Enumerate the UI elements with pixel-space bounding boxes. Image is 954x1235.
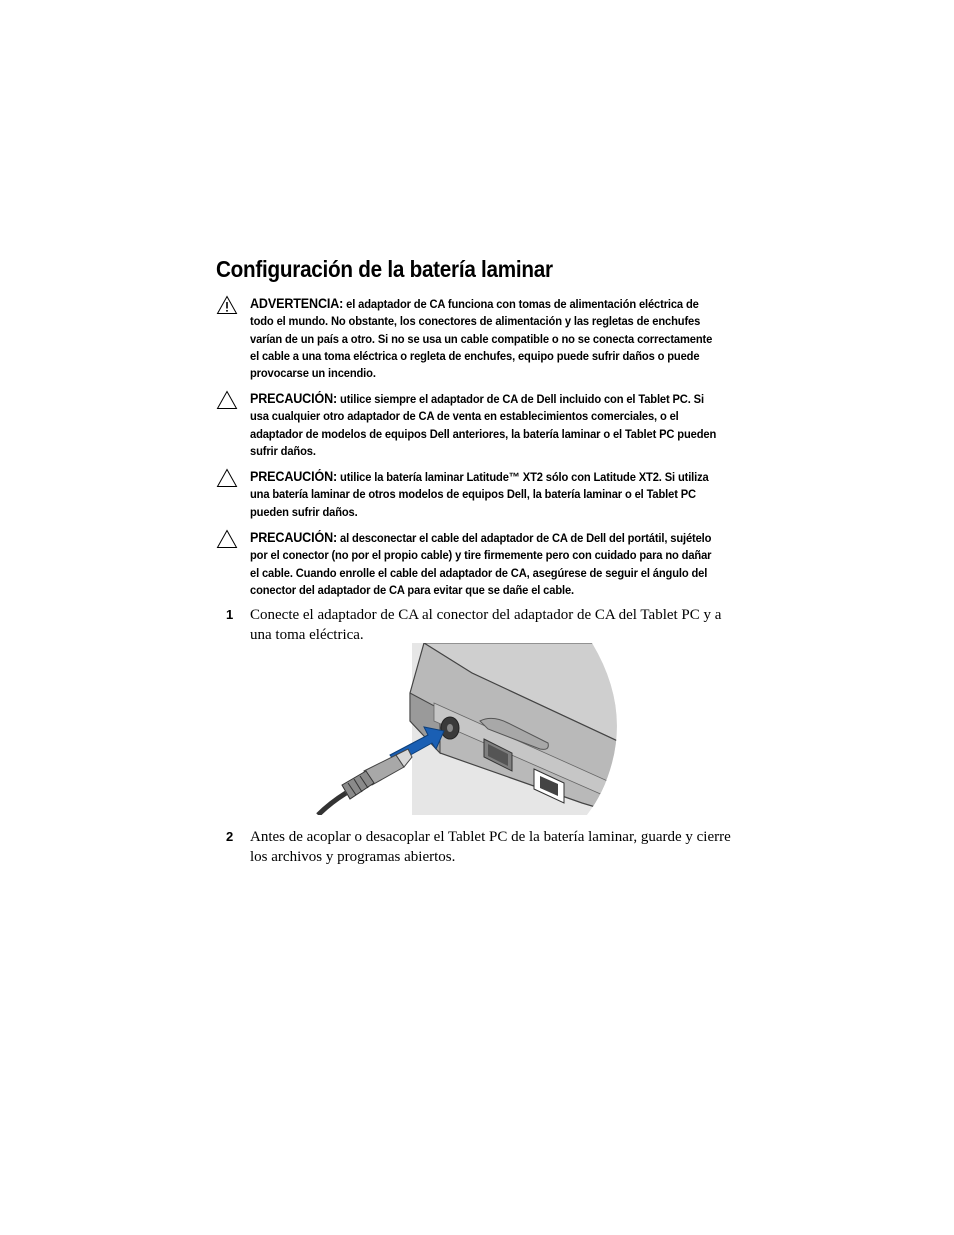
page-title: Configuración de la batería laminar [216,256,553,282]
caution-triangle-icon [216,529,238,549]
notice-text: utilice siempre el adaptador de CA de Dell incluido con el Tablet PC. Si usa cualquier otro adaptador de CA de venta en establecimientos comerciales, o el adaptador de modelos de equipos Dell anteriores, la batería laminar o el Tablet PC pueden sufrir daños. [250,392,717,458]
caution-triangle-icon [216,468,238,488]
step-number: 1 [226,607,234,622]
notice-text: utilice la batería laminar Latitude™ XT2 sólo con Latitude XT2. Si utiliza una batería laminar de otros modelos de equipos Dell, la batería laminar o el Tablet PC pueden sufrir daños. [250,470,709,519]
notice-label: ADVERTENCIA: [250,296,344,311]
notice-text: al desconectar el cable del adaptador de CA de Dell del portátil, sujételo por el conector (no por el propio cable) y tire firmemente pero con cuidado para no dañar el cable. Cuando enrolle el cable del adaptador de CA, asegúrese de seguir el ángulo del conector del adaptador de CA para evitar que se dañe el cable. [250,531,712,597]
step-number: 2 [226,829,234,844]
notice-label: PRECAUCIÓN: [250,391,338,406]
notice-body [250,529,721,599]
warning-triangle-icon [216,295,238,315]
step-text: Antes de acoplar o desacoplar el Tablet PC de la batería laminar, guarde y cierre los archivos y programas abiertos. [250,829,731,865]
notice-body [250,390,721,460]
notice-text: el adaptador de CA funciona con tomas de alimentación eléctrica de todo el mundo. No obstante, los conectores de alimentación y las regletas de enchufes varían de un país a otro. Si no se usa un cable compatible o no se conecta correctamente el cable a una toma eléctrica o regleta de enchufes, equipo puede sufrir daños o puede provocarse un incendio. [250,297,713,381]
notice-label: PRECAUCIÓN: [250,469,338,484]
notice-body [250,468,721,521]
notice-body [250,295,721,382]
caution-triangle-icon [216,390,238,410]
ac-adapter-illustration [312,643,622,815]
step-text: Conecte el adaptador de CA al conector del adaptador de CA del Tablet PC y a una toma eléctrica. [250,607,722,643]
notice-label: PRECAUCIÓN: [250,530,338,545]
